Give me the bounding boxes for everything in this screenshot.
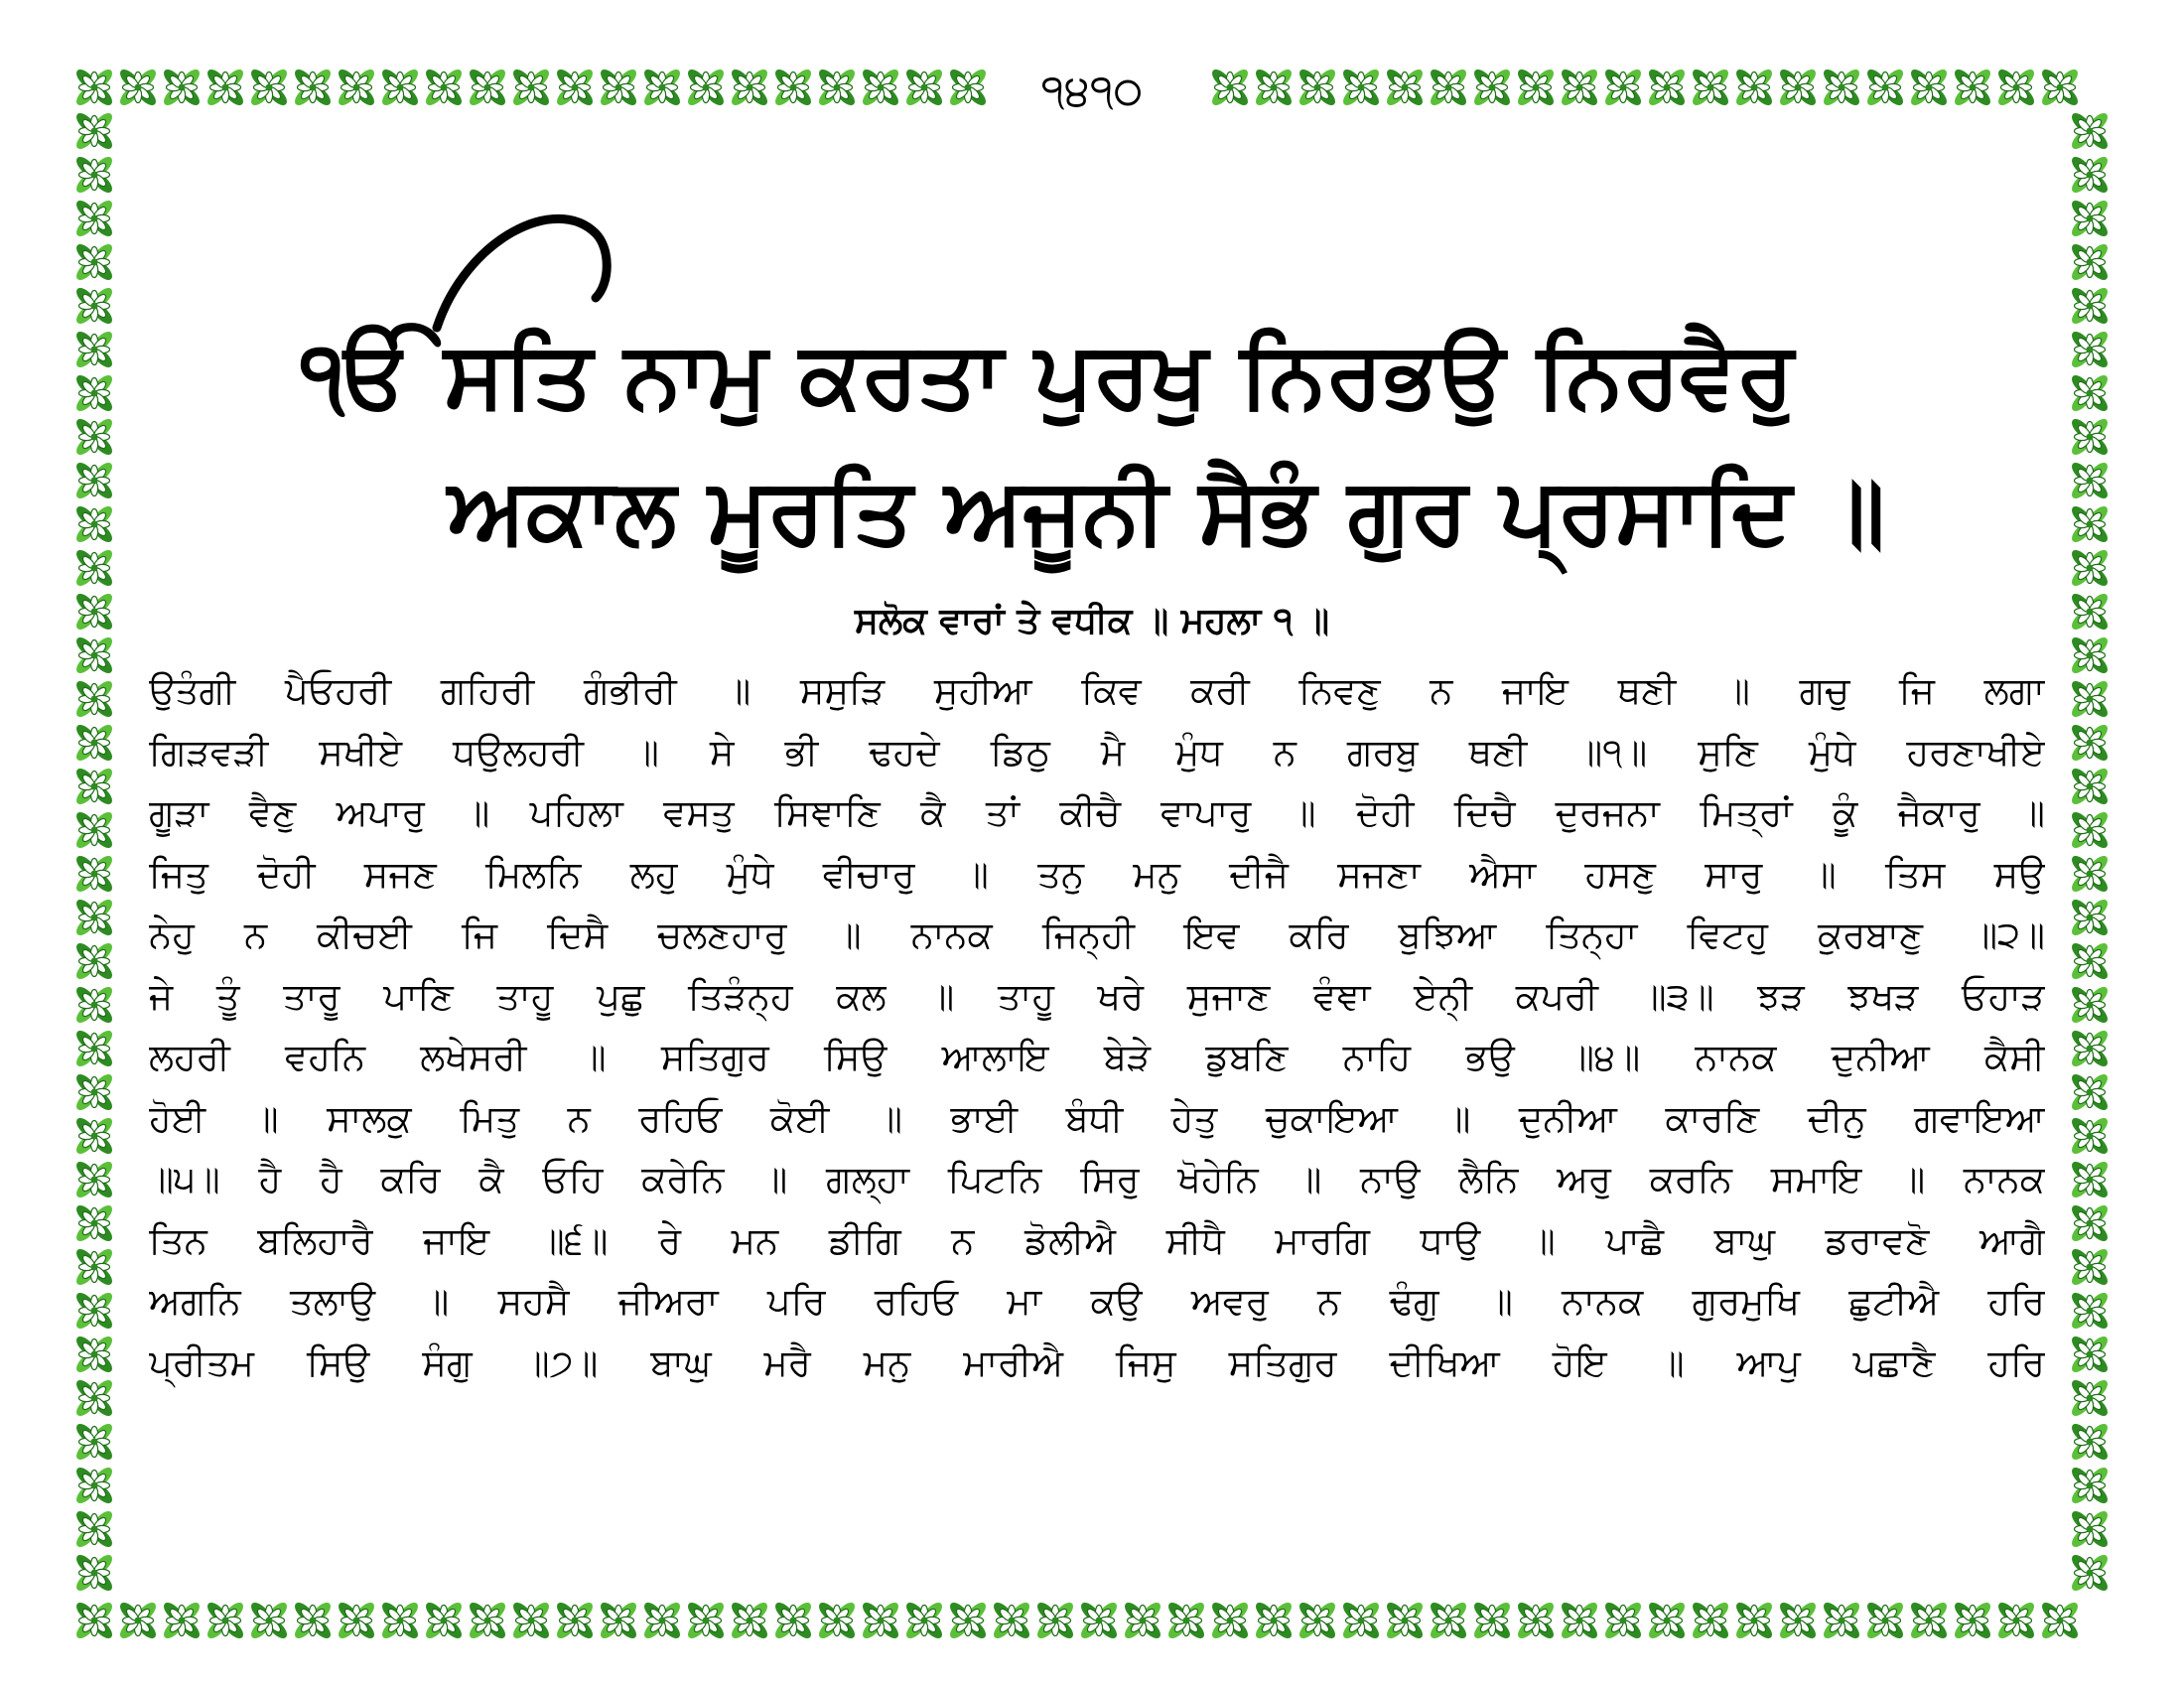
text-line: ॥੫॥ ਹੈ ਹੈ ਕਰਿ ਕੈ ਓਹਿ ਕਰੇਨਿ ॥ ਗਲ੍ਹਾ ਪਿਟਨਿ ਸਿਰੁ ਖੋਹੇਨਿ ॥ ਨਾਉ ਲੈਨਿ ਅਰੁ ਕਰਨਿ ਸਮਾਇ ॥ ਨਾਨਕ (149, 1158, 2045, 1200)
text-line: ਤਿਨ ਬਲਿਹਾਰੈ ਜਾਇ ॥੬॥ ਰੇ ਮਨ ਡੀਗਿ ਨ ਡੋਲੀਐ ਸੀਧੈ ਮਾਰਗਿ ਧਾਉ ॥ ਪਾਛੈ ਬਾਘੁ ਡਰਾਵਣੋ ਆਗੈ (149, 1218, 2045, 1262)
text-line: ਉਤੰਗੀ ਪੈਓਹਰੀ ਗਹਿਰੀ ਗੰਭੀਰੀ ॥ ਸਸੁੜਿ ਸੁਹੀਆ ਕਿਵ ਕਰੀ ਨਿਵਣੁ ਨ ਜਾਇ ਥਣੀ ॥ ਗਚੁ ਜਿ ਲਗਾ (149, 669, 2045, 712)
text-line: ਜੇ ਤੂੰ ਤਾਰੂ ਪਾਣਿ ਤਾਹੂ ਪੁਛੁ ਤਿੜੰਨ੍ਹ ਕਲ ॥ ਤਾਹੂ ਖਰੇ ਸੁਜਾਣ ਵੰਞਾ ਏਨੀ੍ ਕਪਰੀ ॥੩॥ ਝੜ ਝਖੜ ਓਹਾੜ (149, 974, 2045, 1018)
mool-mantar-line-2: ਅਕਾਲ ਮੂਰਤਿ ਅਜੂਨੀ ਸੈਭੰ ਗੁਰ ਪ੍ਰਸਾਦਿ ॥ (447, 458, 1886, 564)
scripture-body (149, 660, 2045, 1393)
text-line: ਪ੍ਰੀਤਮ ਸਿਉ ਸੰਗੁ ॥੭॥ ਬਾਘੁ ਮਰੈ ਮਨੁ ਮਾਰੀਐ ਜਿਸੁ ਸਤਿਗੁਰ ਦੀਖਿਆ ਹੋਇ ॥ ਆਪੁ ਪਛਾਣੈ ਹਰਿ (149, 1340, 2045, 1384)
text-line: ਅਗਨਿ ਤਲਾਉ ॥ ਸਹਸੈ ਜੀਅਰਾ ਪਰਿ ਰਹਿਓ ਮਾ ਕਉ ਅਵਰੁ ਨ ਢੰਗੁ ॥ ਨਾਨਕ ਗੁਰਮੁਖਿ ਛੁਟੀਐ ਹਰਿ (149, 1280, 2045, 1323)
mool-mantar-line-1: ੴ ਸਤਿ ਨਾਮੁ ਕਰਤਾ ਪੁਰਖੁ ਨਿਰਭਉ ਨਿਰਵੈਰੁ (301, 322, 1794, 428)
text-line: ਗੂੜਾ ਵੈਣੁ ਅਪਾਰੁ ॥ ਪਹਿਲਾ ਵਸਤੁ ਸਿਞਾਣਿ ਕੈ ਤਾਂ ਕੀਚੈ ਵਾਪਾਰੁ ॥ ਦੋਹੀ ਦਿਚੈ ਦੁਰਜਨਾ ਮਿਤ੍ਰਾਂ ਕੂੰ ਜੈਕਾਰੁ ॥ (149, 791, 2045, 834)
text-line: ਹੋਈ ॥ ਸਾਲਕੁ ਮਿਤੁ ਨ ਰਹਿਓ ਕੋਈ ॥ ਭਾਈ ਬੰਧੀ ਹੇਤੁ ਚੁਕਾਇਆ ॥ ਦੁਨੀਆ ਕਾਰਣਿ ਦੀਨੁ ਗਵਾਇਆ (149, 1096, 2045, 1140)
page-number: ੧੪੧੦ (1003, 62, 1181, 121)
section-heading: ਸਲੋਕ ਵਾਰਾਂ ਤੇ ਵਧੀਕ ॥ ਮਹਲਾ ੧ ॥ (854, 601, 1330, 641)
text-line: ਗਿੜਵੜੀ ਸਖੀਏ ਧਉਲਹਰੀ ॥ ਸੇ ਭੀ ਢਹਦੇ ਡਿਠੁ ਮੈ ਮੁੰਧ ਨ ਗਰਬੁ ਥਣੀ ॥੧॥ ਸੁਣਿ ਮੁੰਧੇ ਹਰਣਾਖੀਏ (149, 730, 2045, 774)
text-line: ਨੇਹੁ ਨ ਕੀਚਈ ਜਿ ਦਿਸੈ ਚਲਣਹਾਰੁ ॥ ਨਾਨਕ ਜਿਨ੍ਹੀ ਇਵ ਕਰਿ ਬੁਝਿਆ ਤਿਨ੍ਹਾ ਵਿਟਹੁ ਕੁਰਬਾਣੁ ॥੨॥ (149, 914, 2045, 956)
text-line: ਜਿਤੁ ਦੋਹੀ ਸਜਣ ਮਿਲਨਿ ਲਹੁ ਮੁੰਧੇ ਵੀਚਾਰੁ ॥ ਤਨੁ ਮਨੁ ਦੀਜੈ ਸਜਣਾ ਐਸਾ ਹਸਣੁ ਸਾਰੁ ॥ ਤਿਸ ਸਉ (149, 852, 2045, 896)
text-line: ਲਹਰੀ ਵਹਨਿ ਲਖੇਸਰੀ ॥ ਸਤਿਗੁਰ ਸਿਉ ਆਲਾਇ ਬੇੜੇ ਡੁਬਣਿ ਨਾਹਿ ਭਉ ॥੪॥ ਨਾਨਕ ਦੁਨੀਆ ਕੈਸੀ (149, 1036, 2045, 1078)
